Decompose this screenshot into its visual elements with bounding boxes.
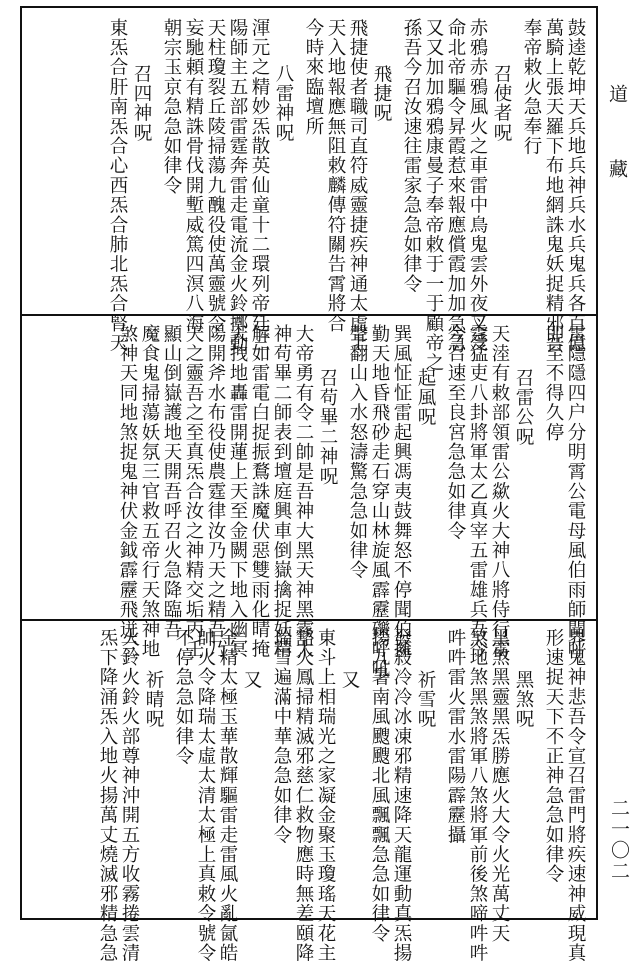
text-column: 煞地煞黑煞將軍八煞將軍前後煞啼吽吽 (467, 628, 488, 963)
text-column: 又又加加鴉鴉康曼子奉帝敕于一于顧帝之 (423, 18, 444, 373)
text-column: 東斗上相瑞光之家凝金聚玉瓊瑤天花主 (315, 628, 336, 963)
side-page-number: 二一〇二 (608, 798, 630, 882)
text-column: 今召速至良宮急急如律令 (445, 324, 466, 541)
text-column: 雷隱隱四户分明霄公電母風伯雨師聞呼 (565, 324, 586, 659)
text-column: 飛捷使者職司直符威靈捷疾神通太虛上 (347, 18, 368, 353)
text-column: 天之靈吾之至真炁合汝之神精交垢丙壬 (183, 324, 204, 659)
text-column: 朝宗玉京急急如律令 (161, 18, 182, 196)
text-column: 煞神天同地煞捉鬼神伏金鉞霹靂飛迸三 (117, 324, 138, 659)
text-column: 黑煞呪 (513, 670, 534, 730)
text-column: 魔食鬼掃蕩妖氛三官救五帝行天煞神地 (139, 324, 160, 659)
text-column: 飛捷呪 (371, 64, 392, 124)
text-column: 東炁合肝南炁合心西炁合肺北炁合腎天 (107, 18, 128, 353)
text-column: 豁火鳳掃精滅邪慈仁救物應時無差頤降 (293, 628, 314, 963)
text-column: 帥火令降瑞太虛太清太極上真敕令號令 (195, 628, 216, 963)
text-column: 霆猛吏八卦將軍太乙真宰五雷雄兵吾今 (467, 324, 488, 659)
text-column: 渾元之精妙炁散英仙童十二環列帝廷三 (249, 18, 270, 353)
text-column: 妄馳頼有精誅骨伐開塹威篤四溟八海 (183, 18, 204, 334)
text-column: 祈雪呪 (415, 670, 436, 730)
text-column: 形速捉天下不正神急急如律令 (543, 628, 564, 885)
text-column: 發殺冷冷冰凍邪精速降天龍運動真炁揚 (391, 628, 412, 963)
text-column: 吽吽雷火雷水雷陽霹靂攝 (445, 628, 466, 845)
text-column: 祈晴呪 (143, 670, 164, 730)
text-column: 顯山倒嶽護地天開吾呼召火急降臨吾 (161, 324, 182, 640)
text-column: 又 (241, 670, 262, 690)
text-column: 召使者呪 (491, 64, 512, 143)
text-column: 即至不得久停 (543, 324, 564, 443)
text-column: 命北帝驅令昇霞惹來報應償霞加加急急 (445, 18, 466, 353)
text-column: 天拽地轟雷開蓮上天至金闕下地入幽冥 (227, 324, 248, 659)
text-column: 勤天地昏飛砂走石穿山林旋風霹靂礫呼吼 (369, 324, 390, 679)
text-column: 揚九暑南風颼颼北風飄飄急急如律令 (369, 628, 390, 944)
text-column: 大帝勇有令二帥是吾神大黑天神黑霧大 (293, 324, 314, 659)
text-column: 萬騎上張天羅下布地網誅鬼妖捉精邪吾 (543, 18, 564, 353)
text-column: 火鈴火鈴火部尊神沖開五方收霧捲雲清 (119, 628, 140, 963)
text-column: 召雷公呪 (513, 368, 534, 447)
text-column: 炁下降涌炁入地火揚萬丈燒滅邪精急急 (97, 628, 118, 963)
text-column: 陽開斧水布役使農霆律汝乃天之精吾乃 (205, 324, 226, 659)
text-column: 陽師主五部雷霆奔雷走電流金火鈴擲動 (227, 18, 248, 353)
text-column: 又 (339, 670, 360, 690)
text-column: 鼓逵乾坤天兵地兵神兵水兵鬼兵各百億 (565, 18, 586, 353)
text-column: 赤鴉赤鴉風火之車雷中鳥鬼雲外夜叉受 (467, 18, 488, 353)
text-column: 不停急急如律令 (173, 628, 194, 766)
text-column: 今時來臨壇所 (303, 18, 324, 137)
text-column: 黑煞黑靈黑炁勝應火大令火光萬丈天 (489, 628, 510, 944)
side-title: 道 藏 (606, 84, 628, 184)
text-column: 召苟畢二神呪 (317, 368, 338, 487)
text-column: 八雷神呪 (273, 64, 294, 143)
text-column: 神苟畢二師表到壇庭興車倒嶽擒捉妖精 (271, 324, 292, 659)
text-column: 天入地報應無阻敕麟傳符關告霄將合 (325, 18, 346, 334)
text-column: 孫吾今召汝速往雷家急急如律令 (401, 18, 422, 294)
text-column: 瑞雪遍滿中華急急如律令 (271, 628, 292, 845)
text-column: 起風呪 (415, 368, 436, 428)
text-column: 奉帝敕火急奉行 (521, 18, 542, 156)
text-column: 金精太極玉華散輝驅雷走雷風火亂氤皓 (217, 628, 238, 963)
text-column: 天淕有敕部領雷公歘火大神八將侍行雷 (489, 324, 510, 659)
text-column: 天柱瓊裂丘陵掃蕩九醜役使萬靈號令 (205, 18, 226, 334)
text-column: 聲翻山入水怒濤驚急急如律令 (347, 324, 368, 581)
text-column: 解如雷電白捉振鶩誅魔伏惡雙雨化晴掩 (249, 324, 270, 659)
text-column: 召四神呪 (131, 64, 152, 143)
text-column: 界鬼神悲吾令宣召雷門將疾速神威現真 (565, 628, 586, 963)
text-column: 巽風怔怔雷起興馮夷鼓舞怒不停聞伯擁 (391, 324, 412, 659)
